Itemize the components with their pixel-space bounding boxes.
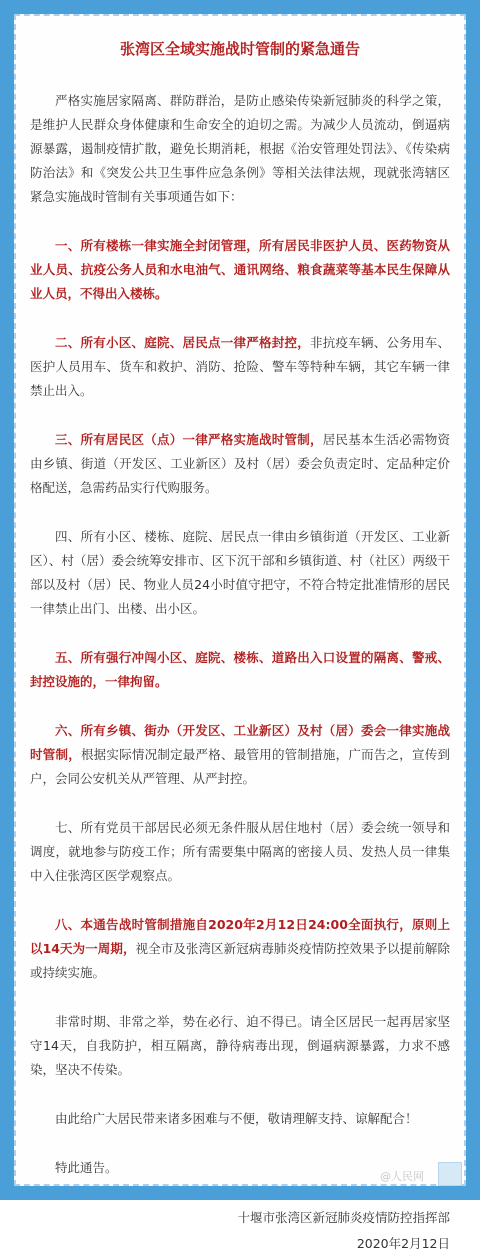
closing-paragraph-3: 特此通告。 bbox=[55, 1160, 118, 1175]
closing-paragraph-1: 非常时期、非常之举，势在必行、迫不得已。请全区居民一起再居家坚守14天，自我防护，相互隔离，静待病毒出现，倒逼病源暴露，力求不感染，坚决不传染。 bbox=[30, 1014, 450, 1077]
item-3: 三、所有居民区（点）一律严格实施战时管制，居民基本生活必需物资由乡镇、街道（开发区、工业新区）及村（居）委会负责定时、定品种定价格配送，急需药品实行代购服务。 bbox=[30, 432, 450, 495]
item-1: 一、所有楼栋一律实施全封闭管理，所有居民非医护人员、医药物资从业人员、抗疫公务人员和水电油气、通讯网络、粮食蔬菜等基本民生保障从业人员，不得出入楼栋。 bbox=[30, 238, 450, 301]
closing-paragraph-2: 由此给广大居民带来诸多困难与不便，敬请理解支持、谅解配合！ bbox=[55, 1111, 418, 1126]
signer: 十堰市张湾区新冠肺炎疫情防控指挥部 bbox=[237, 1210, 450, 1225]
item-2: 二、所有小区、庭院、居民点一律严格封控，非抗疫车辆、公务用车、医护人员用车、货车和救护、消防、抢险、警车等特种车辆，其它车辆一律禁止出入。 bbox=[30, 335, 450, 398]
item-7: 七、所有党员干部居民必须无条件服从居住地村（居）委会统一领导和调度，就地参与防疫工作；所有需要集中隔离的密接人员、发热人员一律集中入住张湾区医学观察点。 bbox=[30, 820, 450, 883]
qr-code-icon bbox=[438, 1162, 462, 1186]
notice-title: 张湾区全域实施战时管制的紧急通告 bbox=[119, 40, 360, 58]
watermark: @人民网 bbox=[380, 1170, 424, 1183]
item-4: 四、所有小区、楼栋、庭院、居民点一律由乡镇街道（开发区、工业新区）、村（居）委会统筹安排市、区下沉干部和乡镇街道、村（社区）两级干部以及村（居）民、物业人员24小时值守把守，不符合特定批准情形的居民一律禁止出门、出楼、出小区。 bbox=[30, 529, 450, 616]
item-8: 八、本通告战时管制措施自2020年2月12日24:00全面执行，原则上以14天为一周期，视全市及张湾区新冠病毒肺炎疫情防控效果予以提前解除或持续实施。 bbox=[30, 917, 450, 980]
item-5: 五、所有强行冲闯小区、庭院、楼栋、道路出入口设置的隔离、警戒、封控设施的，一律拘留。 bbox=[30, 650, 450, 689]
item-6: 六、所有乡镇、街办（开发区、工业新区）及村（居）委会一律实施战时管制，根据实际情况制定最严格、最管用的管制措施，广而告之，宣传到户，会同公安机关从严管理、从严封控。 bbox=[30, 723, 450, 786]
issue-date: 2020年2月12日 bbox=[356, 1236, 450, 1251]
intro-paragraph: 严格实施居家隔离、群防群治，是防止感染传染新冠肺炎的科学之策，是维护人民群众身体健康和生命安全的迫切之需。为减少人员流动，倒逼病源暴露，遏制疫情扩散，避免长期消耗，根据《治安管理处罚法》、《传染病防治法》和《突发公共卫生事件应急条例》等相关法律法规，现就张湾辖区紧急实施战时管制有关事项通告如下： bbox=[30, 93, 450, 204]
notice-content bbox=[30, 38, 450, 1257]
